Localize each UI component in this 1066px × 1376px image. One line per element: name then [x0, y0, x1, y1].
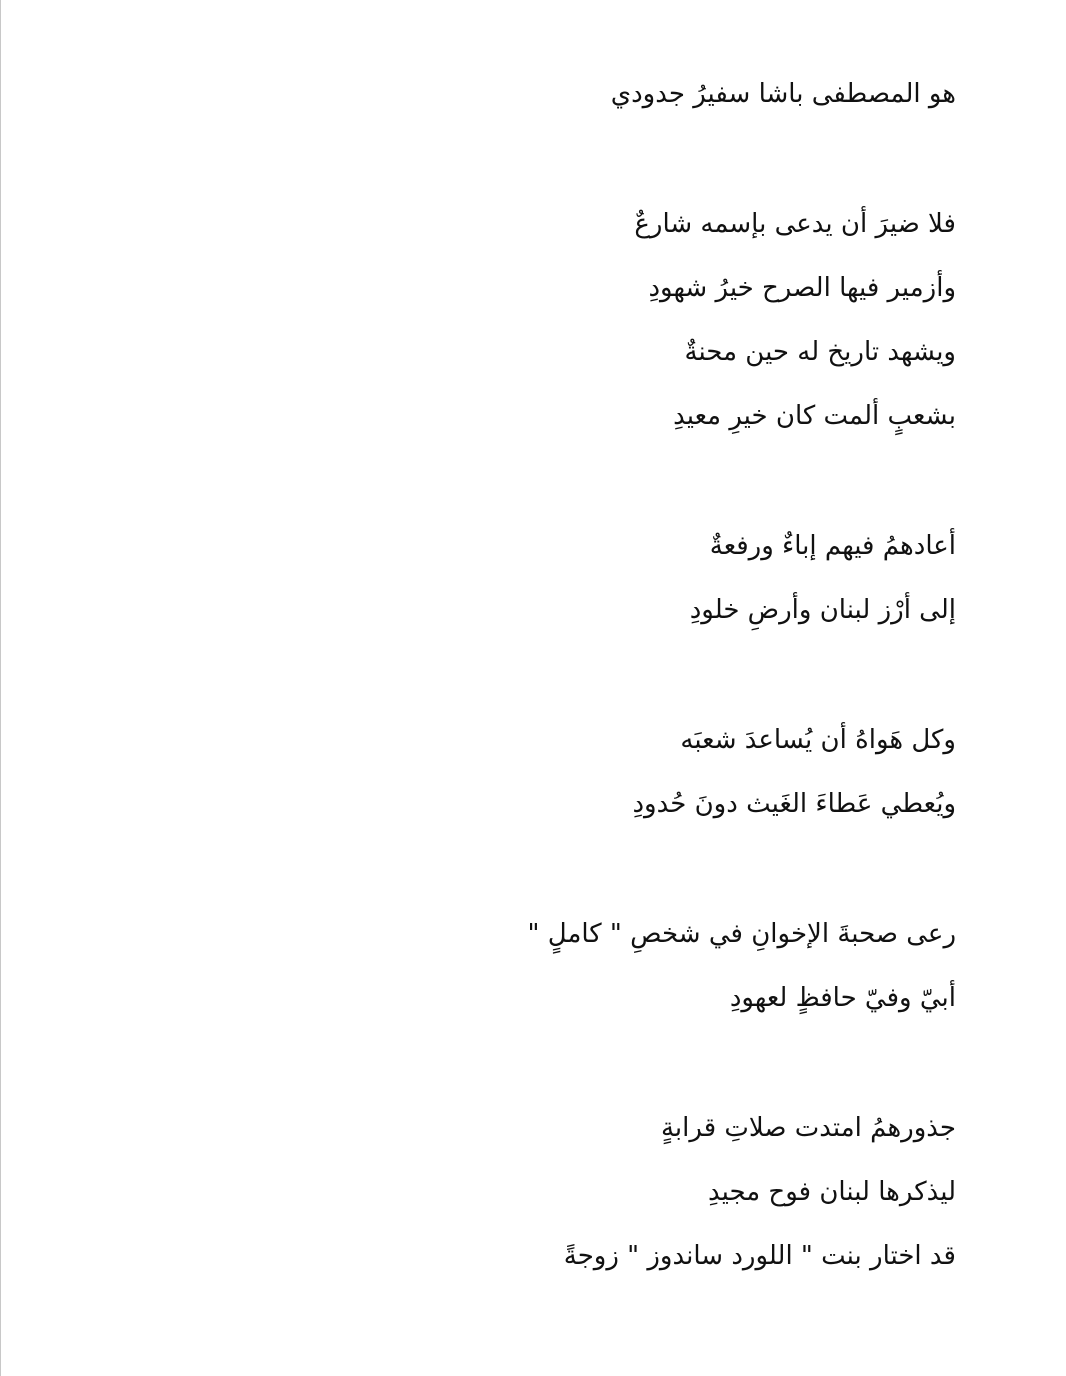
poem-line: ويشهد تاريخ له حين محنةٌ [684, 337, 956, 367]
poem-line: هو المصطفى باشا سفيرُ جدودي [610, 79, 956, 109]
stanza-1 [436, 62, 956, 126]
poem-line: وأزمير فيها الصرح خيرُ شهودِ [648, 273, 956, 303]
poem-line: أبيّ وفيّ حافظٍ لعهودِ [729, 983, 956, 1013]
stanza-2 [436, 192, 956, 448]
stanza-5 [436, 902, 956, 1030]
stanza-4 [436, 708, 956, 836]
poem-line: جذورهمُ امتدت صلاتِ قرابةٍ [660, 1113, 956, 1143]
stanza-3 [436, 514, 956, 642]
poem-line: وكل هَواهُ أن يُساعدَ شعبَه [680, 725, 956, 755]
poem-line: إلى أرْز لبنان وأرضِ خلودِ [689, 595, 956, 625]
poem-line: قد اختار بنت " اللورد ساندوز " زوجةً [563, 1241, 956, 1271]
poem-line: أعادهمُ فيهم إباءٌ ورفعةٌ [709, 531, 956, 561]
page-edge [0, 0, 1, 1376]
poem-line: فلا ضيرَ أن يدعى بإسمه شارعٌ [634, 209, 956, 239]
poem-line: ليذكرها لبنان فوح مجيدِ [707, 1177, 956, 1207]
poem-line: بشعبٍ ألمت كان خيرِ معيدِ [673, 401, 956, 431]
poem [436, 62, 956, 1288]
poem-line: ويُعطي عَطاءَ الغَيث دونَ حُدودِ [632, 789, 956, 819]
poem-line: رعى صحبةَ الإخوانِ في شخصِ " كاملٍ " [527, 919, 956, 949]
stanza-6 [436, 1096, 956, 1288]
